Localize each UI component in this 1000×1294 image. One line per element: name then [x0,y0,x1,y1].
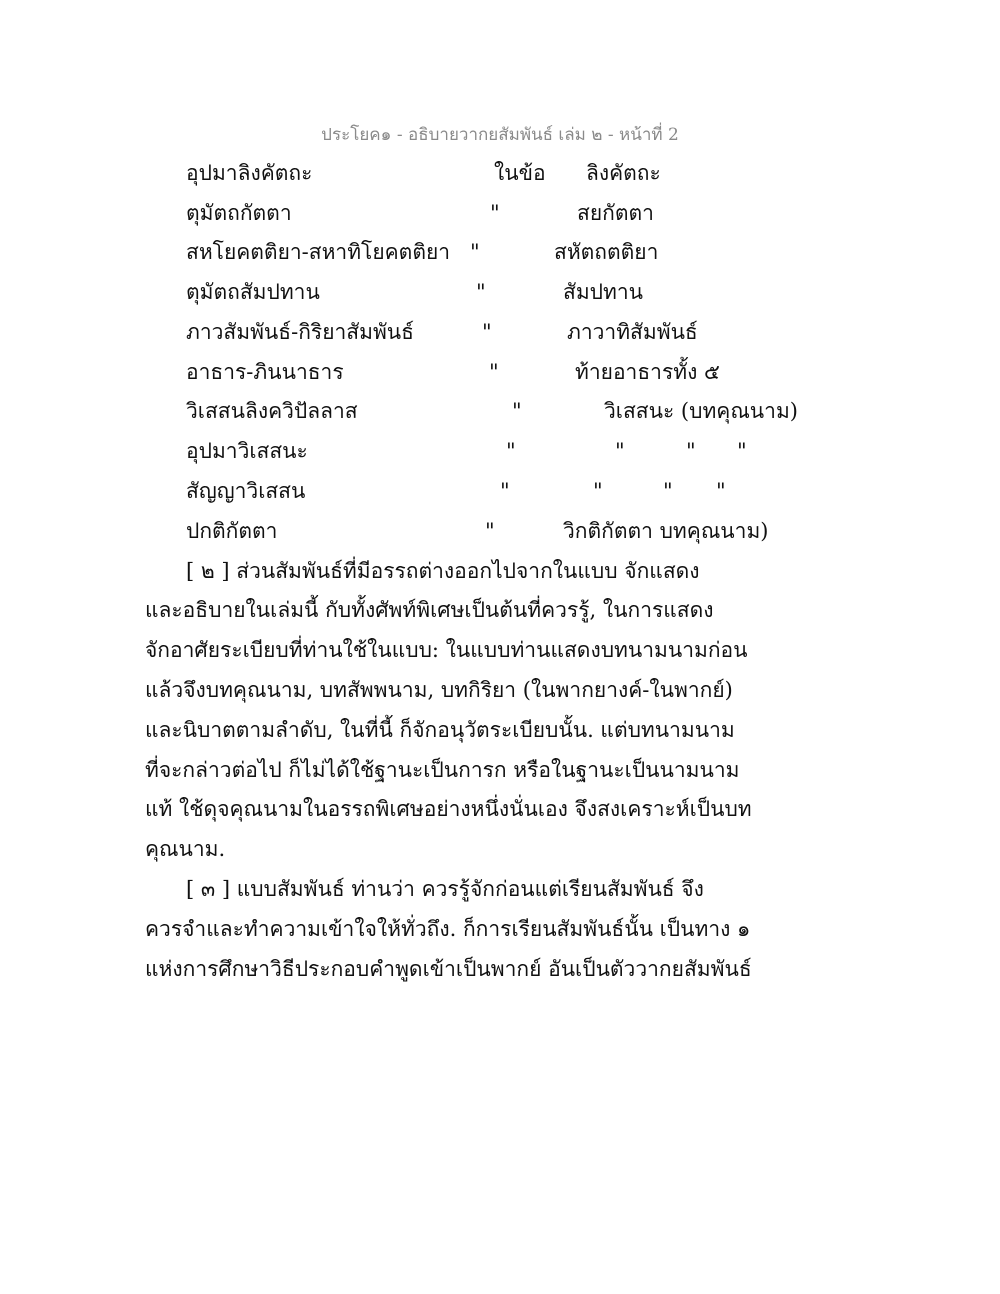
paragraph-line: แท้ ใช้ดุจคุณนามในอรรถพิเศษอย่างหนึ่งนั่นเอง จึงสงเคราะห์เป็นบท [145,797,752,821]
paragraph-line: และอธิบายในเล่มนี้ กับทั้งศัพท์พิเศษเป็นต้นที่ควรรู้, ในการแสดง [145,598,714,622]
ditto-mark: " [512,399,522,423]
index-term: อาธาร-ภินนาธาร [186,360,344,384]
index-term: ตุมัตถสัมปทาน [186,280,320,304]
paragraph-line: แล้วจึงบทคุณนาม, บทสัพพนาม, บทกิริยา (ในพากยางค์-ในพากย์) [145,678,733,702]
ditto-mark: " [489,360,499,384]
paragraph-line: คุณนาม. [145,837,226,861]
paragraph-line: ที่จะกล่าวต่อไป ก็ไม่ได้ใช้ฐานะเป็นการก หรือในฐานะเป็นนามนาม [145,758,740,782]
running-header: ประโยค๑ - อธิบายวากยสัมพันธ์ เล่ม ๒ - หน้าที่ 2 [321,125,679,145]
ditto-mark: " [737,439,747,463]
index-ref: สยกัตตา [577,201,654,225]
ditto-mark: " [615,439,625,463]
paragraph-line: จักอาศัยระเบียบที่ท่านใช้ในแบบ: ในแบบท่านแสดงบทนามนามก่อน [145,638,748,662]
index-ref: ลิงคัตถะ [586,161,661,185]
index-term: สหโยคตติยา-สหาทิโยคตติยา [186,240,451,264]
ditto-mark: " [470,240,480,264]
index-term: ปกติกัตตา [186,519,278,543]
index-term: วิเสสนลิงควิปัลลาส [186,399,358,423]
ditto-mark: " [476,280,486,304]
ditto-mark: " [482,320,492,344]
paragraph-line: ควรจำและทำความเข้าใจให้ทั่วถึง. ก็การเรียนสัมพันธ์นั้น เป็นทาง ๑ [145,917,751,941]
paragraph-line: และนิบาตตามลำดับ, ในที่นี้ ก็จักอนุวัตระเบียบนั้น. แต่บทนามนาม [145,718,735,742]
index-term: สัญญาวิเสสน [186,479,306,503]
index-ref: ท้ายอาธารทั้ง ๕ [575,360,720,384]
ditto-mark: " [506,439,516,463]
index-ref: ภาวาทิสัมพันธ์ [567,320,698,344]
index-table [0,0,1000,560]
paragraph-line: แห่งการศึกษาวิธีประกอบคำพูดเข้าเป็นพากย์ อันเป็นตัววากยสัมพันธ์ [145,957,752,981]
index-term: อุปมาวิเสสนะ [186,439,308,463]
ditto-mark: " [500,479,510,503]
index-ref: วิกติกัตตา บทคุณนาม) [563,519,769,543]
ditto-mark: " [485,519,495,543]
index-ref: สัมปทาน [563,280,643,304]
index-term: ภาวสัมพันธ์-กิริยาสัมพันธ์ [186,320,414,344]
index-term: อุปมาลิงคัตถะ [186,161,313,185]
ditto-mark: " [716,479,726,503]
index-ref-label: ในข้อ [494,161,546,185]
ditto-mark: " [663,479,673,503]
ditto-mark: " [593,479,603,503]
paragraph-line: [ ๓ ] แบบสัมพันธ์ ท่านว่า ควรรู้จักก่อนแต่เรียนสัมพันธ์ จึง [186,877,704,901]
ditto-mark: " [686,439,696,463]
index-ref: สหัตถตติยา [554,240,659,264]
ditto-mark: " [490,201,500,225]
paragraph-line: [ ๒ ] ส่วนสัมพันธ์ที่มีอรรถต่างออกไปจากในแบบ จักแสดง [186,559,700,583]
index-term: ตุมัตถกัตตา [186,201,292,225]
index-ref: วิเสสนะ (บทคุณนาม) [604,399,798,423]
